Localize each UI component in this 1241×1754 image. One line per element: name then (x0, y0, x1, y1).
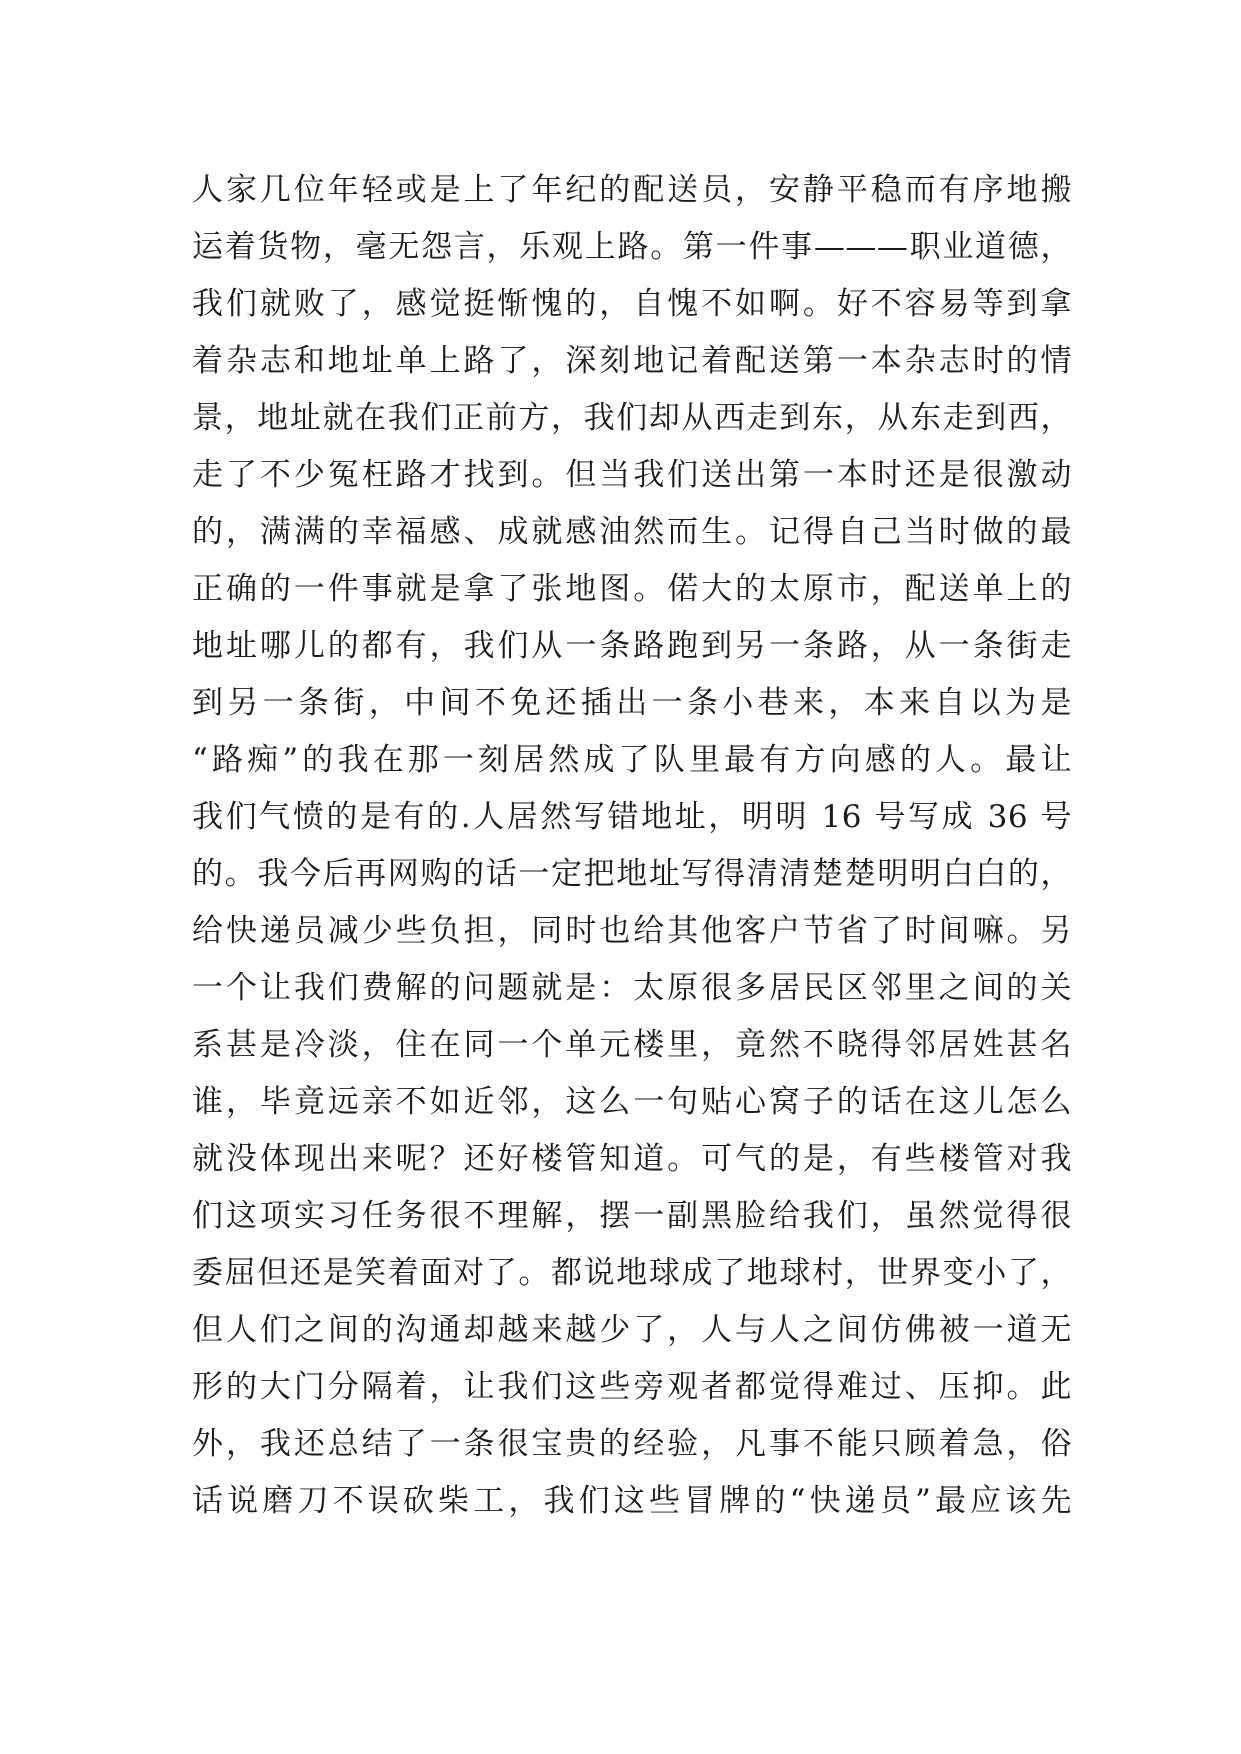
text-line: 系甚是冷淡，住在同一个单元楼里，竟然不晓得邻居姓甚名 (192, 1027, 1072, 1063)
text-line: 一个让我们费解的问题就是：太原很多居民区邻里之间的关 (192, 970, 1072, 1006)
text-line: 景，地址就在我们正前方，我们却从西走到东，从东走到西， (192, 400, 1072, 436)
text-line: 走了不少冤枉路才找到。但当我们送出第一本时还是很激动 (192, 457, 1072, 493)
text-line: 委屈但还是笑着面对了。都说地球成了地球村，世界变小了， (192, 1255, 1072, 1291)
text-line: “路痴”的我在那一刻居然成了队里最有方向感的人。最让 (192, 742, 1072, 778)
body-paragraph (192, 162, 1072, 1530)
text-line: 我们就败了，感觉挺惭愧的，自愧不如啊。好不容易等到拿 (192, 286, 1072, 322)
text-line: 运着货物，毫无怨言，乐观上路。第一件事———职业道德， (192, 229, 1072, 265)
text-line: 就没体现出来呢？还好楼管知道。可气的是，有些楼管对我 (192, 1141, 1072, 1177)
text-line: 外，我还总结了一条很宝贵的经验，凡事不能只顾着急，俗 (192, 1426, 1072, 1462)
text-line: 形的大门分隔着，让我们这些旁观者都觉得难过、压抑。此 (192, 1369, 1072, 1405)
text-line: 人家几位年轻或是上了年纪的配送员，安静平稳而有序地搬 (192, 172, 1072, 208)
text-line: 我们气愤的是有的.人居然写错地址，明明 16 号写成 36 号 (192, 799, 1072, 835)
text-line: 正确的一件事就是拿了张地图。偌大的太原市，配送单上的 (192, 571, 1072, 607)
text-line: 地址哪儿的都有，我们从一条路跑到另一条路，从一条街走 (192, 628, 1072, 664)
text-line: 的。我今后再网购的话一定把地址写得清清楚楚明明白白的， (192, 856, 1072, 892)
text-line: 给快递员减少些负担，同时也给其他客户节省了时间嘛。另 (192, 913, 1072, 949)
text-line: 话说磨刀不误砍柴工，我们这些冒牌的“快递员”最应该先 (192, 1483, 1072, 1519)
text-line: 但人们之间的沟通却越来越少了，人与人之间仿佛被一道无 (192, 1312, 1072, 1348)
text-line: 谁，毕竟远亲不如近邻，这么一句贴心窝子的话在这儿怎么 (192, 1084, 1072, 1120)
text-line: 到另一条街，中间不免还插出一条小巷来，本来自以为是 (192, 685, 1072, 721)
text-line: 的，满满的幸福感、成就感油然而生。记得自己当时做的最 (192, 514, 1072, 550)
text-line: 们这项实习任务很不理解，摆一副黑脸给我们，虽然觉得很 (192, 1198, 1072, 1234)
text-line: 着杂志和地址单上路了，深刻地记着配送第一本杂志时的情 (192, 343, 1072, 379)
